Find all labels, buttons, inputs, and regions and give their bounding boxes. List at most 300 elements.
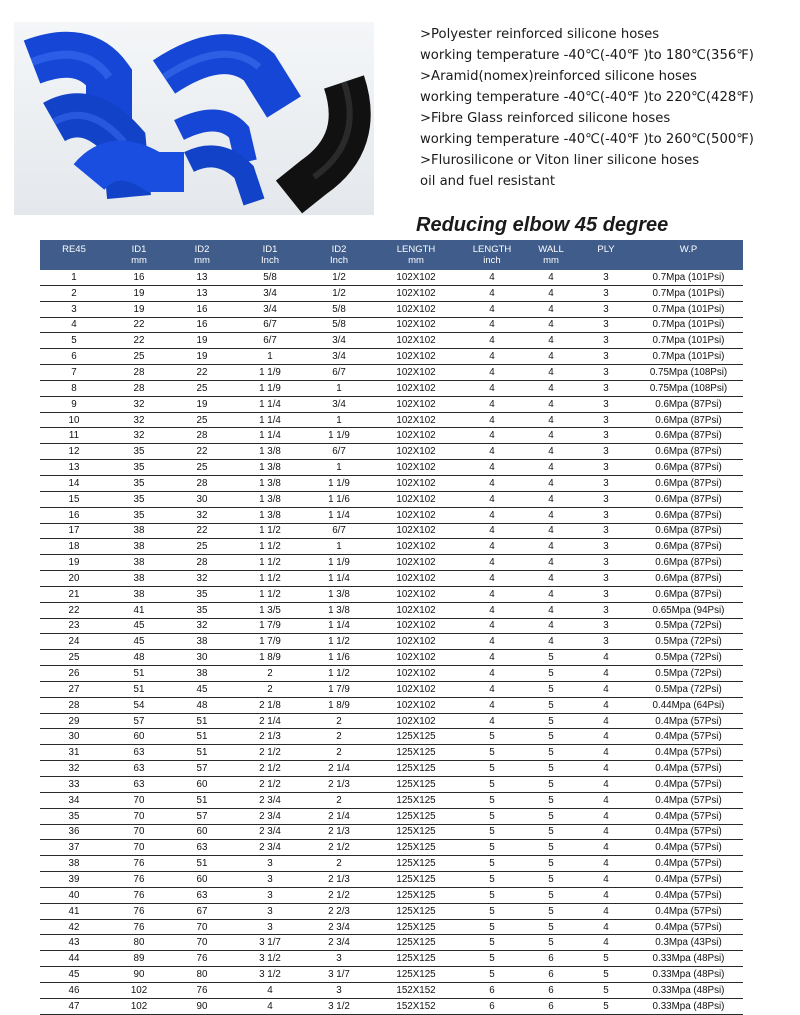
table-row (40, 270, 743, 285)
table-cell: 4 (460, 301, 524, 317)
table-cell: 1 1/9 (306, 475, 372, 491)
table-cell: 29 (40, 713, 108, 729)
table-cell: 21 (40, 586, 108, 602)
table-cell: 48 (170, 697, 234, 713)
table-cell: 0.33Mpa (48Psi) (634, 998, 743, 1014)
table-cell: 0.4Mpa (57Psi) (634, 761, 743, 777)
table-cell: 5 (524, 824, 578, 840)
table-cell: 22 (108, 317, 170, 333)
table-body (40, 270, 743, 1014)
table-cell: 1 8/9 (306, 697, 372, 713)
table-cell: 0.6Mpa (87Psi) (634, 523, 743, 539)
table-cell: 5 (460, 919, 524, 935)
table-cell: 22 (170, 444, 234, 460)
table-cell: 3 (578, 586, 634, 602)
table-cell: 25 (108, 349, 170, 365)
table-row (40, 285, 743, 301)
table-cell: 1 1/2 (234, 539, 306, 555)
table-cell: 0.4Mpa (57Psi) (634, 856, 743, 872)
table-cell: 1 1/2 (234, 555, 306, 571)
table-cell: 3 (578, 380, 634, 396)
table-cell: 6 (524, 967, 578, 983)
table-row (40, 412, 743, 428)
table-cell: 0.4Mpa (57Psi) (634, 777, 743, 793)
table-cell: 4 (578, 856, 634, 872)
table-cell: 3 (234, 887, 306, 903)
table-cell: 19 (40, 555, 108, 571)
table-cell: 1 (306, 380, 372, 396)
table-cell: 3 (40, 301, 108, 317)
table-cell: 1 3/8 (306, 586, 372, 602)
table-cell: 80 (170, 967, 234, 983)
table-cell: 5 (578, 967, 634, 983)
table-cell: 30 (40, 729, 108, 745)
spec-line: >Polyester reinforced silicone hoses (420, 27, 660, 42)
table-cell: 76 (108, 903, 170, 919)
table-cell: 13 (170, 285, 234, 301)
table-cell: 6 (460, 982, 524, 998)
table-cell: 76 (108, 872, 170, 888)
table-cell: 28 (170, 428, 234, 444)
table-cell: 30 (170, 650, 234, 666)
table-cell: 3 (578, 444, 634, 460)
column-header (460, 240, 524, 270)
table-cell: 4 (524, 586, 578, 602)
column-header (170, 240, 234, 270)
table-cell: 5 (460, 792, 524, 808)
table-cell: 125X125 (372, 856, 460, 872)
table-cell: 1 1/9 (234, 365, 306, 381)
table-cell: 22 (170, 523, 234, 539)
table-cell: 125X125 (372, 872, 460, 888)
table-cell: 5 (524, 840, 578, 856)
table-cell: 2 1/2 (234, 745, 306, 761)
table-cell: 4 (524, 460, 578, 476)
table-cell: 39 (40, 872, 108, 888)
table-cell: 4 (460, 602, 524, 618)
table-cell: 1 (306, 539, 372, 555)
table-cell: 3 1/2 (234, 967, 306, 983)
table-cell: 4 (578, 808, 634, 824)
table-cell: 70 (170, 919, 234, 935)
table-cell: 0.5Mpa (72Psi) (634, 618, 743, 634)
table-cell: 0.6Mpa (87Psi) (634, 491, 743, 507)
table-cell: 89 (108, 951, 170, 967)
table-cell: 76 (170, 982, 234, 998)
table-cell: 6/7 (234, 333, 306, 349)
table-row (40, 444, 743, 460)
table-row (40, 523, 743, 539)
table-cell: 51 (170, 792, 234, 808)
table-cell: 4 (578, 761, 634, 777)
table-cell: 102X102 (372, 285, 460, 301)
table-cell: 3 (578, 491, 634, 507)
table-cell: 4 (524, 301, 578, 317)
table-cell: 4 (460, 412, 524, 428)
table-cell: 3 (234, 856, 306, 872)
table-cell: 1 (306, 412, 372, 428)
table-cell: 70 (108, 824, 170, 840)
table-cell: 125X125 (372, 951, 460, 967)
table-cell: 32 (108, 412, 170, 428)
table-cell: 4 (578, 777, 634, 793)
table-cell: 102X102 (372, 634, 460, 650)
table-cell: 4 (524, 523, 578, 539)
table-cell: 152X152 (372, 998, 460, 1014)
table-cell: 1 1/4 (234, 396, 306, 412)
table-cell: 33 (40, 777, 108, 793)
table-cell: 0.4Mpa (57Psi) (634, 903, 743, 919)
table-cell: 5/8 (306, 317, 372, 333)
table-cell: 5 (40, 333, 108, 349)
table-cell: 6/7 (306, 523, 372, 539)
table-row (40, 555, 743, 571)
table-cell: 4 (524, 571, 578, 587)
table-cell: 102X102 (372, 333, 460, 349)
table-cell: 3 (306, 982, 372, 998)
table-cell: 5 (460, 808, 524, 824)
table-cell: 90 (108, 967, 170, 983)
table-row (40, 666, 743, 682)
table-cell: 4 (40, 317, 108, 333)
table-cell: 8 (40, 380, 108, 396)
spec-line: oil and fuel resistant (420, 174, 555, 189)
table-cell: 32 (170, 507, 234, 523)
table-row (40, 301, 743, 317)
table-cell: 4 (524, 285, 578, 301)
table-cell: 63 (170, 887, 234, 903)
table-cell: 70 (108, 808, 170, 824)
table-cell: 1 1/2 (306, 634, 372, 650)
blue-elbow-hose (89, 161, 184, 177)
table-cell: 102X102 (372, 507, 460, 523)
table-cell: 4 (460, 713, 524, 729)
table-cell: 3 (578, 460, 634, 476)
table-cell: 102X102 (372, 713, 460, 729)
table-cell: 6 (460, 998, 524, 1014)
table-cell: 14 (40, 475, 108, 491)
table-cell: 45 (40, 967, 108, 983)
table-cell: 1 (306, 460, 372, 476)
table-cell: 102X102 (372, 380, 460, 396)
table-cell: 5 (524, 666, 578, 682)
table-cell: 4 (460, 317, 524, 333)
table-cell: 3 (578, 412, 634, 428)
spec-list (420, 24, 792, 192)
table-cell: 5/8 (234, 270, 306, 285)
table-cell: 125X125 (372, 967, 460, 983)
table-cell: 0.6Mpa (87Psi) (634, 412, 743, 428)
table-cell: 1 1/2 (234, 586, 306, 602)
table-cell: 102X102 (372, 475, 460, 491)
spec-line: working temperature -40℃(-40℉ )to 180℃(356℉) (420, 48, 754, 63)
table-cell: 38 (170, 634, 234, 650)
table-cell: 5 (460, 745, 524, 761)
table-cell: 1 7/9 (306, 681, 372, 697)
column-header-unit: mm (408, 255, 424, 266)
table-cell: 4 (460, 475, 524, 491)
table-cell: 0.4Mpa (57Psi) (634, 729, 743, 745)
table-cell: 0.75Mpa (108Psi) (634, 365, 743, 381)
table-cell: 3 (578, 602, 634, 618)
table-cell: 4 (524, 317, 578, 333)
table-cell: 102X102 (372, 523, 460, 539)
table-cell: 1 1/4 (234, 428, 306, 444)
table-cell: 102X102 (372, 491, 460, 507)
table-cell: 0.6Mpa (87Psi) (634, 539, 743, 555)
table-cell: 3/4 (306, 349, 372, 365)
table-cell: 1 1/6 (306, 650, 372, 666)
table-row (40, 951, 743, 967)
table-cell: 63 (108, 745, 170, 761)
table-cell: 125X125 (372, 777, 460, 793)
table-cell: 5 (578, 982, 634, 998)
table-cell: 1 1/2 (306, 666, 372, 682)
column-header-unit: inch (483, 255, 501, 266)
table-cell: 4 (524, 634, 578, 650)
spec-line: >Aramid(nomex)reinforced silicone hoses (420, 69, 697, 84)
table-row (40, 982, 743, 998)
table-cell: 44 (40, 951, 108, 967)
table-cell: 4 (578, 903, 634, 919)
table-cell: 3 (578, 285, 634, 301)
table-cell: 102X102 (372, 602, 460, 618)
table-row (40, 475, 743, 491)
table-cell: 4 (524, 555, 578, 571)
table-cell: 5 (524, 713, 578, 729)
table-cell: 3/4 (306, 396, 372, 412)
table-cell: 38 (170, 666, 234, 682)
table-cell: 38 (108, 539, 170, 555)
table-cell: 76 (108, 919, 170, 935)
table-cell: 1 8/9 (234, 650, 306, 666)
table-cell: 63 (108, 777, 170, 793)
column-header (524, 240, 578, 270)
table-cell: 5 (524, 808, 578, 824)
table-row (40, 903, 743, 919)
table-row (40, 792, 743, 808)
spec-table (40, 240, 743, 1015)
table-cell: 48 (108, 650, 170, 666)
table-cell: 125X125 (372, 761, 460, 777)
table-cell: 0.5Mpa (72Psi) (634, 650, 743, 666)
table-cell: 4 (524, 602, 578, 618)
table-cell: 4 (460, 681, 524, 697)
table-cell: 3 (578, 571, 634, 587)
table-cell: 1 3/8 (234, 507, 306, 523)
table-cell: 32 (170, 571, 234, 587)
table-cell: 5 (524, 872, 578, 888)
table-cell: 38 (40, 856, 108, 872)
table-cell: 0.44Mpa (64Psi) (634, 697, 743, 713)
table-cell: 32 (170, 618, 234, 634)
table-cell: 4 (578, 872, 634, 888)
table-cell: 5 (460, 856, 524, 872)
table-cell: 125X125 (372, 935, 460, 951)
table-cell: 4 (578, 887, 634, 903)
table-cell: 102X102 (372, 428, 460, 444)
table-cell: 63 (108, 761, 170, 777)
table-cell: 5 (524, 792, 578, 808)
table-row (40, 380, 743, 396)
table-cell: 35 (108, 507, 170, 523)
table-cell: 2 (306, 856, 372, 872)
table-cell: 35 (170, 586, 234, 602)
table-cell: 4 (460, 396, 524, 412)
table-cell: 5 (578, 998, 634, 1014)
table-cell: 34 (40, 792, 108, 808)
column-header-label: LENGTH (472, 244, 512, 255)
table-cell: 4 (578, 713, 634, 729)
table-cell: 15 (40, 491, 108, 507)
table-cell: 102X102 (372, 365, 460, 381)
table-cell: 4 (524, 618, 578, 634)
column-header-label: LENGTH (396, 244, 436, 255)
table-cell: 102 (108, 998, 170, 1014)
table-cell: 1 1/4 (234, 412, 306, 428)
table-cell: 10 (40, 412, 108, 428)
table-cell: 2 1/2 (306, 840, 372, 856)
table-cell: 47 (40, 998, 108, 1014)
table-cell: 11 (40, 428, 108, 444)
table-cell: 1 7/9 (234, 634, 306, 650)
table-cell: 23 (40, 618, 108, 634)
table-cell: 1 1/9 (306, 555, 372, 571)
table-cell: 19 (170, 333, 234, 349)
table-row (40, 634, 743, 650)
table-cell: 60 (170, 872, 234, 888)
table-cell: 2 1/4 (234, 713, 306, 729)
table-cell: 22 (108, 333, 170, 349)
table-cell: 35 (108, 444, 170, 460)
table-cell: 28 (170, 475, 234, 491)
table-cell: 6 (524, 982, 578, 998)
table-cell: 67 (170, 903, 234, 919)
table-cell: 12 (40, 444, 108, 460)
column-header-label: ID1 (131, 244, 147, 255)
table-cell: 4 (578, 666, 634, 682)
table-cell: 102X102 (372, 666, 460, 682)
table-cell: 1 1/6 (306, 491, 372, 507)
table-cell: 3 (578, 475, 634, 491)
table-cell: 102X102 (372, 681, 460, 697)
table-cell: 16 (170, 301, 234, 317)
table-cell: 3 (234, 903, 306, 919)
table-cell: 4 (524, 444, 578, 460)
table-cell: 4 (578, 697, 634, 713)
table-row (40, 840, 743, 856)
table-row (40, 539, 743, 555)
table-cell: 54 (108, 697, 170, 713)
table-cell: 5 (524, 935, 578, 951)
table-cell: 22 (170, 365, 234, 381)
table-cell: 6 (40, 349, 108, 365)
column-header-unit: mm (543, 255, 559, 266)
column-header-label: W.P (679, 244, 698, 255)
column-header (578, 240, 634, 270)
table-cell: 4 (578, 824, 634, 840)
table-cell: 0.4Mpa (57Psi) (634, 919, 743, 935)
table-cell: 5/8 (306, 301, 372, 317)
table-row (40, 935, 743, 951)
table-cell: 5 (524, 919, 578, 935)
table-cell: 2 1/3 (234, 729, 306, 745)
table-cell: 3 (578, 634, 634, 650)
table-cell: 5 (524, 697, 578, 713)
table-cell: 6 (524, 951, 578, 967)
table-row (40, 967, 743, 983)
table-cell: 4 (524, 333, 578, 349)
table-cell: 1 1/4 (306, 618, 372, 634)
column-header (634, 240, 743, 270)
table-row (40, 460, 743, 476)
table-cell: 35 (108, 475, 170, 491)
column-header (372, 240, 460, 270)
table-row (40, 856, 743, 872)
table-cell: 125X125 (372, 887, 460, 903)
table-cell: 102X102 (372, 555, 460, 571)
table-cell: 3 1/7 (306, 967, 372, 983)
table-cell: 3 1/2 (306, 998, 372, 1014)
table-cell: 19 (108, 301, 170, 317)
table-cell: 4 (460, 365, 524, 381)
table-cell: 3 (578, 396, 634, 412)
table-cell: 2 (40, 285, 108, 301)
spec-line: >Flurosilicone or Viton liner silicone hoses (420, 153, 700, 168)
table-cell: 0.6Mpa (87Psi) (634, 396, 743, 412)
column-header-unit: Inch (330, 255, 348, 266)
table-cell: 2 3/4 (234, 824, 306, 840)
table-cell: 2 3/4 (234, 792, 306, 808)
table-cell: 32 (40, 761, 108, 777)
table-cell: 0.65Mpa (94Psi) (634, 602, 743, 618)
table-cell: 125X125 (372, 808, 460, 824)
table-cell: 4 (460, 634, 524, 650)
table-cell: 4 (460, 555, 524, 571)
table-cell: 70 (108, 840, 170, 856)
table-cell: 6 (524, 998, 578, 1014)
table-cell: 38 (108, 586, 170, 602)
table-cell: 102X102 (372, 697, 460, 713)
table-row (40, 317, 743, 333)
table-cell: 41 (40, 903, 108, 919)
table-cell: 51 (170, 745, 234, 761)
table-cell: 16 (108, 270, 170, 285)
table-cell: 1 1/4 (306, 507, 372, 523)
table-cell: 70 (170, 935, 234, 951)
table-cell: 1 1/2 (234, 523, 306, 539)
table-row (40, 571, 743, 587)
table-cell: 0.3Mpa (43Psi) (634, 935, 743, 951)
table-cell: 0.33Mpa (48Psi) (634, 982, 743, 998)
table-cell: 35 (40, 808, 108, 824)
table-cell: 17 (40, 523, 108, 539)
table-cell: 3 (306, 951, 372, 967)
table-cell: 19 (108, 285, 170, 301)
table-cell: 4 (460, 333, 524, 349)
table-cell: 25 (170, 460, 234, 476)
table-cell: 2 1/2 (306, 887, 372, 903)
table-cell: 3 (578, 523, 634, 539)
table-cell: 7 (40, 365, 108, 381)
table-cell: 28 (40, 697, 108, 713)
table-cell: 60 (170, 824, 234, 840)
table-cell: 3 (234, 872, 306, 888)
table-cell: 4 (578, 840, 634, 856)
column-header-label: ID1 (262, 244, 278, 255)
table-cell: 125X125 (372, 792, 460, 808)
table-cell: 4 (460, 460, 524, 476)
